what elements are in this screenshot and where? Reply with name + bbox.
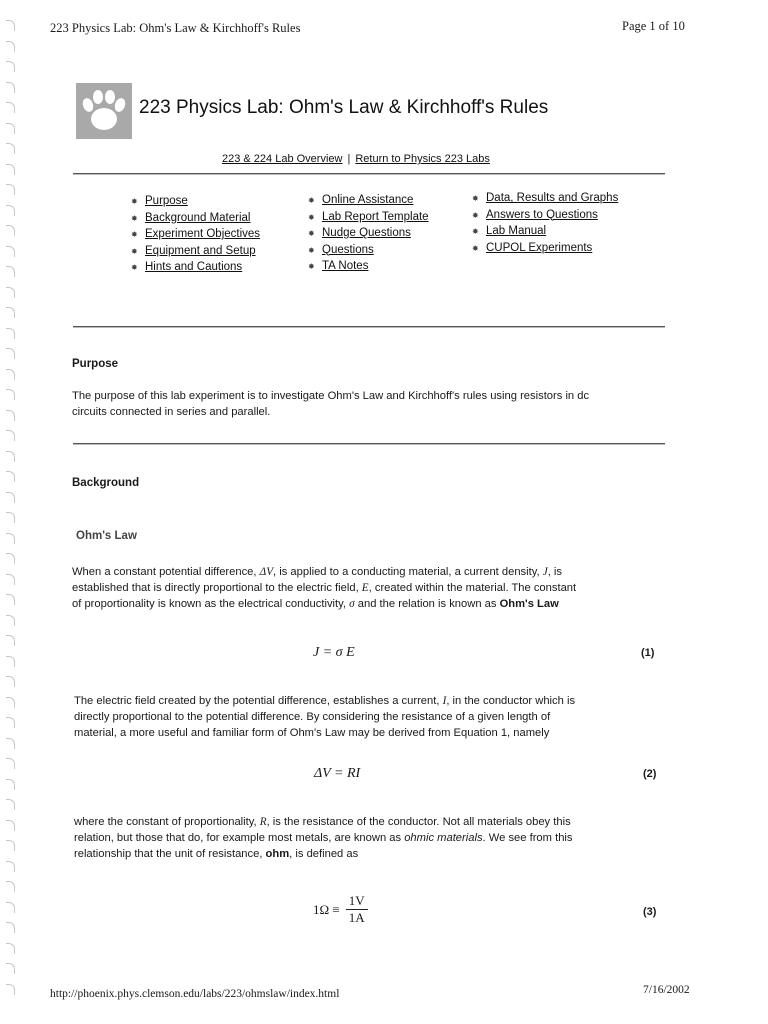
binder-mark bbox=[6, 512, 15, 523]
print-header-title: 223 Physics Lab: Ohm's Law & Kirchhoff's Rules bbox=[50, 21, 301, 35]
equation-3-number: (3) bbox=[643, 906, 657, 918]
binder-mark bbox=[6, 82, 15, 93]
ohms-law-paragraph-1: When a constant potential difference, ΔV, is applied to a conducting material, a current density, J, is established that is directly proportional to the electric field, E, created within the material. The constant of proportionality is known as the electrical conductivity, σ and the relation is known as Ohm's Law bbox=[72, 566, 577, 610]
nav-item-purpose[interactable]: ✸ Purpose bbox=[131, 195, 188, 207]
paw-logo-icon bbox=[76, 83, 132, 139]
binder-mark bbox=[6, 984, 15, 995]
nav-column-1 bbox=[131, 195, 260, 278]
binder-marks bbox=[6, 20, 20, 1020]
binder-mark bbox=[6, 205, 15, 216]
binder-mark bbox=[6, 820, 15, 831]
ohms-law-paragraph-3: where the constant of proportionality, R, is the resistance of the conductor. Not all materials obey this relation, but those that do, for example most metals, are known as ohmic materials. We see from this relationship that the unit of resistance, ohm, is defined as bbox=[74, 816, 573, 860]
binder-mark bbox=[6, 676, 15, 687]
nav-item-questions[interactable]: ✸ Questions bbox=[308, 243, 374, 256]
equation-3 bbox=[313, 893, 368, 926]
nav-item-online-assistance[interactable]: ✸ Online Assistance bbox=[308, 194, 414, 206]
binder-mark bbox=[6, 963, 15, 974]
binder-mark bbox=[6, 922, 15, 933]
binder-mark bbox=[6, 20, 15, 31]
binder-mark bbox=[6, 635, 15, 646]
nav-item-lab-manual[interactable]: ✸ Lab Manual bbox=[472, 225, 547, 237]
binder-mark bbox=[6, 574, 15, 585]
nav-column-2 bbox=[308, 194, 429, 277]
equation-3-denominator: 1A bbox=[348, 910, 365, 925]
top-links bbox=[222, 153, 490, 165]
background-heading: Background bbox=[72, 477, 140, 489]
binder-mark bbox=[6, 697, 15, 708]
nav-item-report-template[interactable]: ✸ Lab Report Template bbox=[308, 210, 429, 223]
bullet-icon: ✸ bbox=[472, 227, 479, 236]
purpose-heading: Purpose bbox=[72, 358, 119, 370]
nav-item-hints[interactable]: ✸ Hints and Cautions bbox=[131, 261, 243, 273]
nav-item-background[interactable]: ✸ Background Material bbox=[131, 211, 251, 224]
nav-item-answers[interactable]: ✸ Answers to Questions bbox=[472, 208, 598, 221]
binder-mark bbox=[6, 881, 15, 892]
page-title: 223 Physics Lab: Ohm's Law & Kirchhoff's Rules bbox=[139, 97, 549, 118]
binder-mark bbox=[6, 369, 15, 380]
equation-2-number: (2) bbox=[643, 768, 657, 780]
equation-2: ΔV = RI bbox=[314, 766, 361, 781]
bullet-icon: ✸ bbox=[131, 197, 138, 206]
nav-item-objectives[interactable]: ✸ Experiment Objectives bbox=[131, 228, 261, 240]
footer-date: 7/16/2002 bbox=[643, 984, 690, 996]
binder-mark bbox=[6, 471, 15, 482]
equation-3-fraction bbox=[346, 893, 368, 926]
bullet-icon: ✸ bbox=[472, 194, 479, 203]
binder-mark bbox=[6, 348, 15, 359]
binder-mark bbox=[6, 266, 15, 277]
footer-url: http://phoenix.phys.clemson.edu/labs/223/ohmslaw/index.html bbox=[50, 988, 340, 1000]
bullet-icon: ✸ bbox=[472, 243, 479, 253]
equation-1: J = σ E bbox=[313, 645, 355, 660]
binder-mark bbox=[6, 41, 15, 52]
bullet-icon: ✸ bbox=[308, 262, 315, 271]
equation-3-numerator: 1V bbox=[348, 893, 365, 908]
purpose-paragraph: The purpose of this lab experiment is to investigate Ohm's Law and Kirchhoff's rules using resistors in dc circuits connected in series and parallel. bbox=[72, 390, 590, 418]
binder-mark bbox=[6, 328, 15, 339]
binder-mark bbox=[6, 307, 15, 318]
binder-mark bbox=[6, 758, 15, 769]
ohms-law-heading: Ohm's Law bbox=[76, 530, 137, 542]
binder-mark bbox=[6, 779, 15, 790]
binder-mark bbox=[6, 61, 15, 72]
nav-column-3 bbox=[472, 192, 618, 258]
ohms-law-paragraph-2: The electric field created by the potential difference, establishes a current, I, in the conductor which is directly proportional to the potential difference. By considering the resistance of a given length of material, a more useful and familiar form of Ohm's Law may be derived from Equation 1, namely bbox=[74, 695, 576, 739]
link-return-labs[interactable]: Return to Physics 223 Labs bbox=[355, 153, 490, 165]
binder-mark bbox=[6, 102, 15, 113]
binder-mark bbox=[6, 717, 15, 728]
binder-mark bbox=[6, 184, 15, 195]
divider bbox=[73, 173, 665, 175]
bullet-icon: ✸ bbox=[308, 229, 315, 238]
link-lab-overview[interactable]: 223 & 224 Lab Overview bbox=[222, 153, 343, 165]
binder-mark bbox=[6, 389, 15, 400]
bullet-icon: ✸ bbox=[308, 212, 315, 222]
binder-mark bbox=[6, 430, 15, 441]
binder-mark bbox=[6, 164, 15, 175]
binder-mark bbox=[6, 738, 15, 749]
binder-mark bbox=[6, 143, 15, 154]
bullet-icon: ✸ bbox=[131, 230, 138, 239]
binder-mark bbox=[6, 492, 15, 503]
bullet-icon: ✸ bbox=[131, 263, 138, 272]
nav-item-data-results[interactable]: ✸ Data, Results and Graphs bbox=[472, 192, 619, 204]
binder-mark bbox=[6, 287, 15, 298]
bullet-icon: ✸ bbox=[308, 196, 315, 205]
binder-mark bbox=[6, 799, 15, 810]
page-count: Page 1 of 10 bbox=[622, 19, 685, 33]
binder-mark bbox=[6, 533, 15, 544]
link-separator: | bbox=[347, 153, 351, 165]
bullet-icon: ✸ bbox=[131, 246, 138, 256]
binder-mark bbox=[6, 451, 15, 462]
binder-mark bbox=[6, 594, 15, 605]
divider bbox=[73, 326, 665, 328]
nav-item-equipment[interactable]: ✸ Equipment and Setup bbox=[131, 244, 256, 257]
binder-mark bbox=[6, 225, 15, 236]
bullet-icon: ✸ bbox=[308, 245, 315, 255]
equation-1-number: (1) bbox=[641, 647, 655, 659]
equation-3-lhs: 1Ω ≡ bbox=[313, 901, 340, 917]
nav-item-nudge-questions[interactable]: ✸ Nudge Questions bbox=[308, 227, 411, 239]
nav-item-cupol[interactable]: ✸ CUPOL Experiments bbox=[472, 241, 593, 254]
binder-mark bbox=[6, 615, 15, 626]
nav-item-ta-notes[interactable]: ✸ TA Notes bbox=[308, 260, 369, 272]
binder-mark bbox=[6, 840, 15, 851]
binder-mark bbox=[6, 410, 15, 421]
binder-mark bbox=[6, 246, 15, 257]
binder-mark bbox=[6, 553, 15, 564]
binder-mark bbox=[6, 943, 15, 954]
binder-mark bbox=[6, 656, 15, 667]
binder-mark bbox=[6, 902, 15, 913]
binder-mark bbox=[6, 123, 15, 134]
bullet-icon: ✸ bbox=[131, 213, 138, 223]
divider bbox=[73, 443, 665, 445]
binder-mark bbox=[6, 861, 15, 872]
bullet-icon: ✸ bbox=[472, 210, 479, 220]
